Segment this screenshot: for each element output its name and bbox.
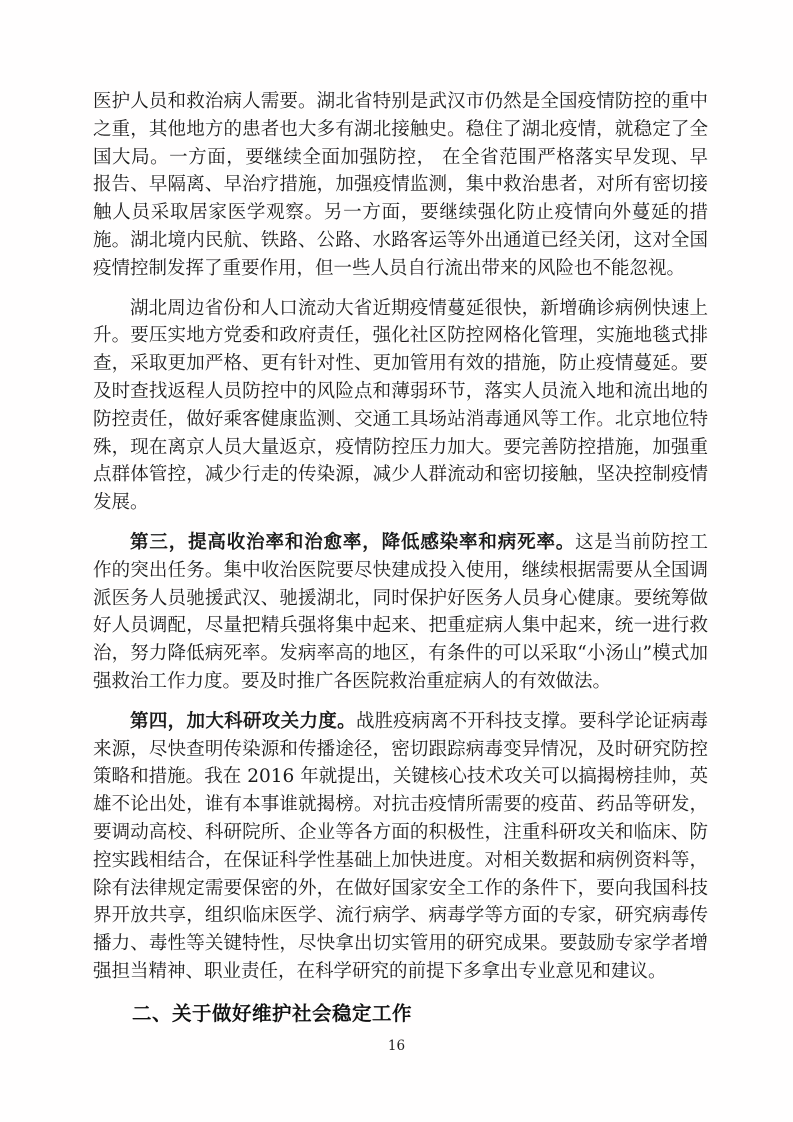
paragraph-bold-lead: 第三，提高收治率和治愈率，降低感染率和病死率。 [130, 531, 576, 553]
paragraph-text: 湖北周边省份和人口流动大省近期疫情蔓延很快，新增确诊病例快速上升。要压实地方党委和政府责任，强化社区防控网格化管理，实施地毯式排查，采取更加严格、更有针对性、更加管用有效的措施，防止疫情蔓延。要及时查找返程人员防控中的风险点和薄弱环节，落实人员流入地和流出地的防控责任，做好乘客健康监测、交通工具场站消毒通风等工作。北京地位特殊，现在离京人员大量返京，疫情防控压力加大。要完善防控措施，加强重点群体管控，减少行走的传染源，减少人群流动和密切接触，坚决控制疫情发展。 [93, 297, 708, 514]
page-number: 16 [387, 1038, 406, 1054]
paragraph-text: 这是当前防控工作的突出任务。集中收治医院要尽快建成投入使用，继续根据需要从全国调派医务人员驰援武汉、驰援湖北，同时保护好医务人员身心健康。要统筹做好人员调配，尽量把精兵强将集中起来、把重症病人集中起来，统一进行救治，努力降低病死率。发病率高的地区，有条件的可以采取“小汤山”模式加强救治工作力度。要及时推广各医院救治重症病人的有效做法。 [93, 531, 708, 692]
paragraph-text: 战胜疫病离不开科技支撑。要科学论证病毒来源，尽快查明传染源和传播途径，密切跟踪病毒变异情况，及时研究防控策略和措施。我在 2016 年就提出，关键核心技术攻关可以搞揭榜挂帅，英雄不论出处，谁有本事谁就揭榜。对抗击疫情所需要的疫苗、药品等研发，要调动高校、科研院所、企业等各方面的积极性，注重科研攻关和临床、防控实践相结合，在保证科学性基础上加快进度。对相关数据和病例资料等，除有法律规定需要保密的外，在做好国家安全工作的条件下，要向我国科技界开放共享，组织临床医学、流行病学、病毒学等方面的专家，研究病毒传播力、毒性等关键特性，尽快拿出切实管用的研究成果。要鼓励专家学者增强担当精神、职业责任，在科学研究的前提下多拿出专业意见和建议。 [93, 710, 708, 982]
paragraph-point-four [93, 708, 708, 986]
paragraph-text: 医护人员和救治病人需要。湖北省特别是武汉市仍然是全国疫情防控的重中之重，其他地方的患者也大多有湖北接触史。稳住了湖北疫情，就稳定了全国大局。一方面，要继续全面加强防控， 在全省范围严格落实早发现、早报告、早隔离、早治疗措施，加强疫情监测，集中救治患者，对所有密切接触人员采取居家医学观察。另一方面，要继续强化防止疫情向外蔓延的措施。湖北境内民航、铁路、公路、水路客运等外出通道已经关闭，这对全国疫情控制发挥了重要作用，但一些人员自行流出带来的风险也不能忽视。 [93, 91, 708, 279]
paragraph-point-three [93, 529, 708, 696]
document-body [93, 88, 708, 1028]
section-heading: 二、关于做好维护社会稳定工作 [132, 1001, 413, 1025]
paragraph-bold-lead: 第四，加大科研攻关力度。 [130, 710, 356, 732]
paragraph-hubei-surrounding [93, 295, 708, 517]
paragraph-continuation [93, 88, 708, 283]
